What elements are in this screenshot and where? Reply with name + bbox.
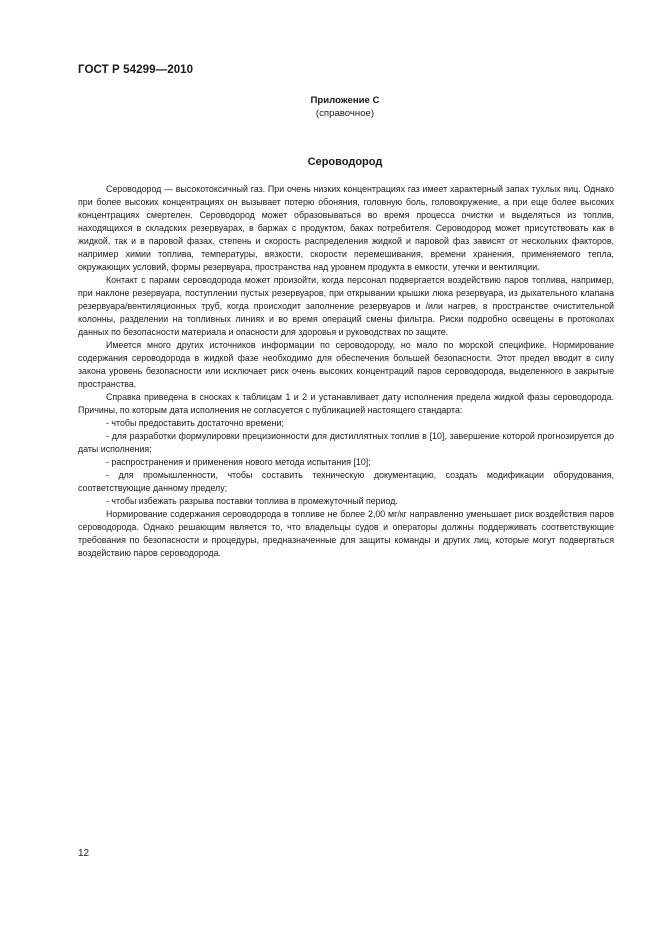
section-heading: Сероводород bbox=[307, 156, 383, 168]
list-item: - для промышленности, чтобы составить техническую документацию, создать модификации оборудования, соответствующие данному пределу; bbox=[78, 470, 614, 493]
appendix-title: Приложение С bbox=[310, 95, 380, 106]
appendix-label bbox=[0, 94, 661, 120]
list-item: - для разработки формулировки прецизионности для дистиллятных топлив в [10], завершение которой прогнозируется до даты исполнения; bbox=[78, 431, 614, 454]
paragraph: Справка приведена в сносках к таблицам 1 и 2 и устанавливает дату исполнения предела жидкой фазы сероводорода. Причины, по которым дата исполнения не согласуется с публикацией настоящего стандарта: bbox=[78, 392, 614, 415]
appendix-subtitle: (справочное) bbox=[315, 108, 375, 119]
paragraph: Имеется много других источников информации по сероводороду, но мало по морской специфике. Нормирование содержания сероводорода в жидкой фазе необходимо для обеспечения большей безопасности. Этот предел вводит в силу закона уровень безопасности или исключает риск очень высоких концентраций паров сероводорода, выделенного в закрытые пространства. bbox=[78, 340, 614, 389]
paragraph: Контакт с парами сероводорода может произойти, когда персонал подвергается воздействию паров топлива, например, при наклоне резервуара, поступлении пустых резервуаров, при открывании крышки люка резервуара, из дыхательного клапана резервуара/вентиляционных труб, когда происходит заполнение резервуаров и /или нагрев, в пространстве очистительной колонны, разделении на топливных линиях и во время операций смены фильтра. Риски подробно освещены в протоколах данных по безопасности материала и опасности для здоровья и руководствах по защите. bbox=[78, 275, 614, 337]
paragraph: Сероводород — высокотоксичный газ. При очень низких концентрациях газ имеет характерный запах тухлых яиц. Однако при более высоких концентрациях он вызывает потерю обоняния, головную боль, головокружение, а при еще более высоких концентрациях смертелен. Сероводород может образовываться во время процесса очистки и выделяться из топлив, находящихся в складских резервуарах, в баржах с продуктом, баках потребителя. Сероводород может присутствовать как в жидкой, так и в паровой фазах, степень и скорость распределения жидкой и паровой фаз зависят от нескольких факторов, например химии топлива, температуры, вязкости, скорости перемешивания, времени хранения, применяемого тепла, окружающих условий, формы резервуара, пространства над уровнем продукта в емкости, утечки и вентиляции. bbox=[78, 184, 614, 272]
list-item: - чтобы избежать разрыва поставки топлива в промежуточный период. bbox=[106, 496, 398, 506]
list-item: - распространения и применения нового метода испытания [10]; bbox=[106, 457, 371, 467]
document-body bbox=[78, 183, 614, 560]
page-number: 12 bbox=[78, 848, 90, 859]
paragraph: Нормирование содержания сероводорода в топливе не более 2,00 мг/кг направленно уменьшает риск воздействия паров сероводорода. Однако решающим является то, что владельцы судов и операторы должны поддерживать соответствующие требования по безопасности и процедуры, предназначенные для защиты команды и других лиц, которые могут подвергаться воздействию паров сероводорода. bbox=[78, 509, 614, 558]
list-item: - чтобы предоставить достаточно времени; bbox=[106, 418, 284, 428]
standard-header: ГОСТ Р 54299—2010 bbox=[78, 64, 194, 76]
